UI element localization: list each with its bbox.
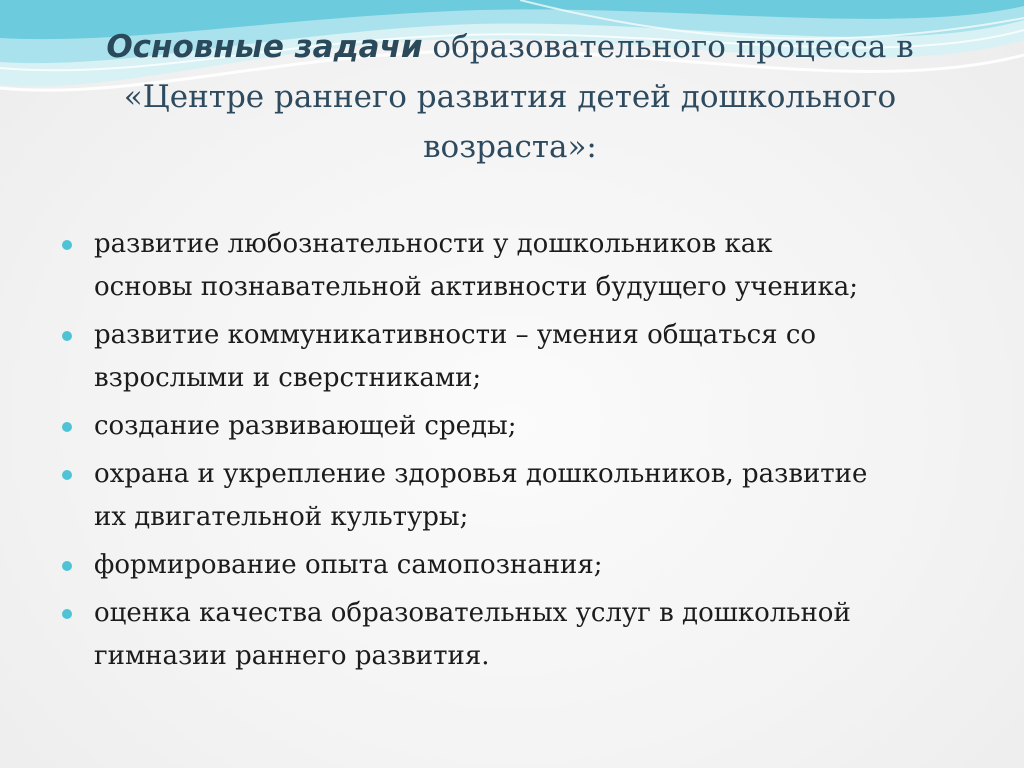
bullet-dot-icon	[62, 609, 72, 619]
bullet-line2: их двигательной культуры;	[94, 502, 469, 532]
bullet-item	[62, 592, 982, 678]
bullet-dot-icon	[62, 240, 72, 250]
bullet-line1: оценка качества образовательных услуг в дошкольной	[94, 598, 851, 628]
bullet-item	[62, 314, 982, 400]
title-line1-rest: образовательного процесса в	[422, 29, 914, 65]
bullet-item	[62, 544, 982, 587]
bullet-dot-icon	[62, 470, 72, 480]
bullet-line1: развитие коммуникативности – умения общаться со	[94, 320, 817, 350]
title-line3: возраста»:	[423, 129, 597, 165]
bullet-dot-icon	[62, 561, 72, 571]
bullet-line2: основы познавательной активности будущего ученика;	[94, 272, 858, 302]
bullet-line1: создание развивающей среды;	[94, 411, 517, 441]
bullet-line2: гимназии раннего развития.	[94, 641, 490, 671]
bullet-line2: взрослыми и сверстниками;	[94, 363, 482, 393]
bullet-dot-icon	[62, 331, 72, 341]
slide-title	[20, 22, 1000, 172]
title-emphasis: Основные задачи	[106, 29, 423, 65]
bullet-line1: охрана и укрепление здоровья дошкольников, развитие	[94, 459, 868, 489]
bullet-item	[62, 453, 982, 539]
bullet-dot-icon	[62, 422, 72, 432]
bullet-item	[62, 223, 982, 309]
bullet-line1: развитие любознательности у дошкольников как	[94, 229, 773, 259]
bullet-line1: формирование опыта самопознания;	[94, 550, 603, 580]
title-line2: «Центре раннего развития детей дошкольного	[123, 79, 897, 115]
bullet-list	[62, 223, 982, 683]
bullet-item	[62, 405, 982, 448]
